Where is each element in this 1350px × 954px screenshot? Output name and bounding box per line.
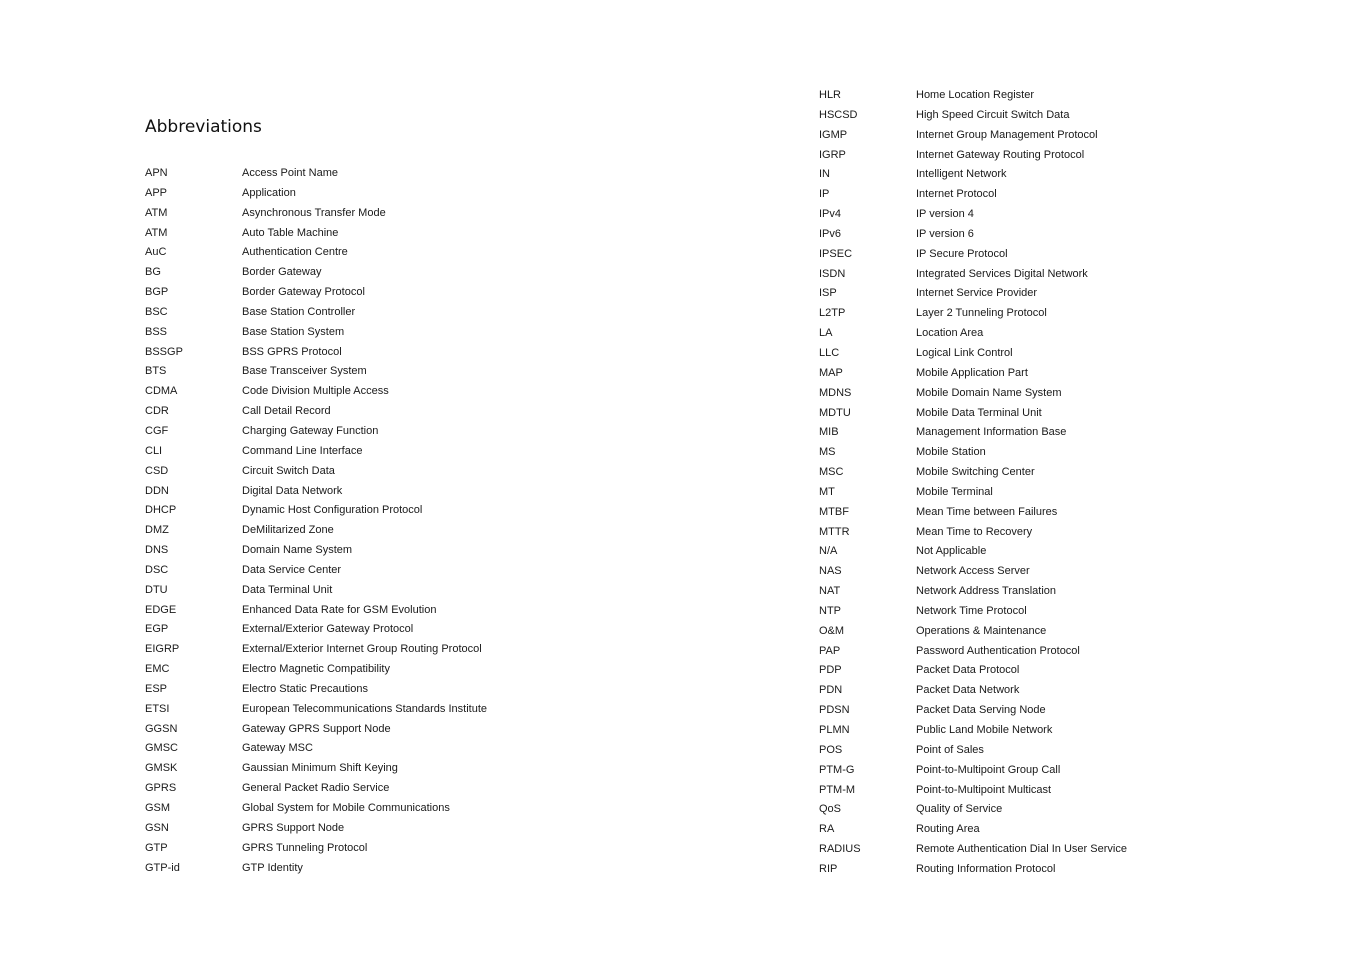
abbreviation-row bbox=[145, 561, 487, 581]
abbreviation-term: NTP bbox=[819, 604, 841, 617]
abbreviation-row bbox=[145, 303, 487, 323]
abbreviation-definition: Point-to-Multipoint Group Call bbox=[916, 763, 1061, 776]
abbreviation-row bbox=[145, 243, 487, 263]
abbreviation-term: EMC bbox=[145, 663, 170, 676]
abbreviation-definition: Circuit Switch Data bbox=[242, 464, 335, 477]
abbreviation-term: IPv6 bbox=[819, 227, 842, 240]
abbreviation-term: DSC bbox=[145, 563, 169, 576]
abbreviation-definition: IP version 6 bbox=[916, 227, 974, 240]
abbreviation-term: MTTR bbox=[819, 525, 850, 538]
abbreviation-row bbox=[819, 364, 1127, 384]
abbreviation-definition: Call Detail Record bbox=[242, 405, 331, 418]
abbreviation-definition: European Telecommunications Standards Institute bbox=[242, 702, 487, 715]
abbreviation-definition: Dynamic Host Configuration Protocol bbox=[242, 504, 423, 517]
abbreviation-definition: Digital Data Network bbox=[242, 484, 343, 497]
abbreviation-term: BSSGP bbox=[145, 345, 183, 358]
abbreviation-definition: Data Service Center bbox=[242, 563, 342, 576]
abbreviation-term: RADIUS bbox=[819, 843, 861, 856]
abbreviation-row bbox=[819, 423, 1127, 443]
abbreviation-row bbox=[145, 839, 487, 859]
abbreviation-term: RIP bbox=[819, 862, 838, 875]
abbreviation-definition: Base Station System bbox=[242, 325, 345, 338]
abbreviation-row bbox=[819, 840, 1127, 860]
abbreviation-row bbox=[819, 225, 1127, 245]
abbreviation-term: IN bbox=[819, 168, 830, 181]
abbreviation-definition: GPRS Tunneling Protocol bbox=[242, 841, 368, 854]
abbreviation-definition: Network Access Server bbox=[916, 565, 1030, 578]
abbreviation-term: GPRS bbox=[145, 782, 177, 795]
abbreviation-definition: Mobile Switching Center bbox=[916, 466, 1035, 479]
abbreviation-definition: Charging Gateway Function bbox=[242, 424, 379, 437]
abbreviation-definition: Home Location Register bbox=[916, 89, 1035, 101]
abbreviation-row bbox=[145, 660, 487, 680]
abbreviation-row bbox=[819, 503, 1127, 523]
abbreviation-term: O&M bbox=[819, 624, 845, 637]
abbreviation-row bbox=[819, 205, 1127, 225]
abbreviation-definition: Internet Protocol bbox=[916, 188, 997, 201]
abbreviation-term: BSS bbox=[145, 325, 168, 338]
abbreviation-row bbox=[819, 781, 1127, 801]
abbreviation-definition: Mobile Domain Name System bbox=[916, 386, 1062, 399]
abbreviation-definition: Layer 2 Tunneling Protocol bbox=[916, 307, 1047, 320]
abbreviation-definition: Network Address Translation bbox=[916, 585, 1057, 598]
abbreviation-term: GMSK bbox=[145, 762, 178, 775]
abbreviation-term: CDR bbox=[145, 405, 169, 418]
abbreviation-definition: Electro Magnetic Compatibility bbox=[242, 663, 390, 676]
abbreviation-row bbox=[145, 799, 487, 819]
abbreviation-row bbox=[819, 602, 1127, 622]
abbreviation-row bbox=[819, 860, 1127, 880]
abbreviation-definition: Authentication Centre bbox=[242, 246, 348, 259]
abbreviation-definition: Internet Gateway Routing Protocol bbox=[916, 148, 1085, 161]
abbreviation-term: DDN bbox=[145, 484, 169, 497]
abbreviation-row bbox=[145, 819, 487, 839]
abbreviation-row bbox=[819, 265, 1127, 285]
abbreviation-row bbox=[145, 601, 487, 621]
abbreviation-term: NAT bbox=[819, 585, 841, 598]
abbreviation-term: IPv4 bbox=[819, 208, 842, 221]
abbreviation-row bbox=[145, 581, 487, 601]
abbreviation-row bbox=[819, 642, 1127, 662]
abbreviation-row bbox=[819, 126, 1127, 146]
abbreviation-term: PTM-M bbox=[819, 783, 856, 796]
abbreviation-term: GTP bbox=[145, 841, 168, 854]
abbreviation-row bbox=[819, 523, 1127, 543]
abbreviation-term: AuC bbox=[145, 246, 167, 259]
abbreviation-row bbox=[145, 482, 487, 502]
abbreviation-definition: Remote Authentication Dial In User Service bbox=[916, 843, 1127, 856]
abbreviation-row bbox=[819, 562, 1127, 582]
abbreviation-term: ATM bbox=[145, 206, 168, 219]
abbreviation-term: BSC bbox=[145, 305, 168, 318]
abbreviation-definition: Packet Data Serving Node bbox=[916, 704, 1046, 717]
abbreviation-list-left bbox=[145, 164, 487, 878]
abbreviation-term: PDP bbox=[819, 664, 842, 677]
abbreviation-term: PTM-G bbox=[819, 763, 855, 776]
abbreviation-term: LLC bbox=[819, 346, 840, 359]
abbreviation-term: MDTU bbox=[819, 406, 851, 419]
abbreviation-row bbox=[819, 721, 1127, 741]
abbreviation-term: ESP bbox=[145, 682, 168, 695]
abbreviation-row bbox=[819, 86, 1127, 106]
abbreviation-definition: General Packet Radio Service bbox=[242, 782, 390, 795]
abbreviation-term: PLMN bbox=[819, 724, 850, 736]
abbreviation-term: DTU bbox=[145, 583, 168, 596]
abbreviation-term: BTS bbox=[145, 365, 167, 378]
abbreviation-definition: Internet Group Management Protocol bbox=[916, 128, 1098, 141]
abbreviation-definition: Quality of Service bbox=[916, 803, 1003, 816]
abbreviation-row bbox=[145, 263, 487, 283]
abbreviation-term: DHCP bbox=[145, 504, 177, 517]
abbreviation-term: APP bbox=[145, 186, 168, 199]
abbreviation-row bbox=[145, 204, 487, 224]
abbreviation-row bbox=[819, 622, 1127, 642]
abbreviation-definition: Border Gateway bbox=[242, 266, 322, 279]
abbreviation-row bbox=[145, 640, 487, 660]
abbreviation-term: GTP-id bbox=[145, 861, 180, 874]
abbreviation-definition: Base Transceiver System bbox=[242, 365, 367, 378]
abbreviation-row bbox=[145, 859, 487, 879]
abbreviation-row bbox=[819, 483, 1127, 503]
abbreviation-term: IGMP bbox=[819, 128, 848, 141]
abbreviation-definition: External/Exterior Gateway Protocol bbox=[242, 623, 414, 636]
abbreviation-term: BGP bbox=[145, 286, 169, 299]
abbreviation-row bbox=[819, 443, 1127, 463]
page-title: Abbreviations bbox=[145, 117, 262, 137]
abbreviation-definition: Point of Sales bbox=[916, 743, 984, 756]
abbreviation-row bbox=[819, 701, 1127, 721]
abbreviation-row bbox=[819, 106, 1127, 126]
abbreviation-term: CDMA bbox=[145, 385, 178, 398]
abbreviation-definition: Gateway GPRS Support Node bbox=[242, 722, 391, 735]
abbreviation-row bbox=[819, 463, 1127, 483]
abbreviation-definition: Public Land Mobile Network bbox=[916, 724, 1053, 736]
abbreviation-definition: IP Secure Protocol bbox=[916, 247, 1008, 260]
abbreviation-term: CSD bbox=[145, 464, 169, 477]
abbreviation-row bbox=[819, 344, 1127, 364]
abbreviation-row bbox=[145, 283, 487, 303]
abbreviation-row bbox=[145, 700, 487, 720]
abbreviation-row bbox=[145, 323, 487, 343]
abbreviation-row bbox=[819, 404, 1127, 424]
abbreviation-definition: Routing Information Protocol bbox=[916, 862, 1056, 875]
abbreviation-term: IP bbox=[819, 188, 830, 201]
abbreviation-definition: Code Division Multiple Access bbox=[242, 385, 389, 398]
abbreviation-definition: IP version 4 bbox=[916, 208, 974, 221]
abbreviation-definition: High Speed Circuit Switch Data bbox=[916, 108, 1070, 121]
abbreviation-row bbox=[145, 362, 487, 382]
abbreviation-definition: Access Point Name bbox=[242, 167, 338, 179]
abbreviation-term: LA bbox=[819, 327, 833, 340]
abbreviation-row bbox=[145, 164, 487, 184]
abbreviation-term: POS bbox=[819, 743, 843, 756]
abbreviation-row bbox=[145, 224, 487, 244]
abbreviation-definition: BSS GPRS Protocol bbox=[242, 345, 342, 358]
abbreviation-row bbox=[819, 800, 1127, 820]
abbreviation-definition: DeMilitarized Zone bbox=[242, 524, 334, 537]
abbreviation-definition: External/Exterior Internet Group Routing Protocol bbox=[242, 643, 482, 656]
abbreviation-term: PAP bbox=[819, 644, 841, 657]
abbreviation-term: EIGRP bbox=[145, 643, 180, 656]
abbreviation-term: MDNS bbox=[819, 386, 852, 399]
abbreviation-definition: Mobile Terminal bbox=[916, 485, 993, 498]
abbreviation-list-right bbox=[819, 86, 1127, 880]
abbreviation-term: APN bbox=[145, 167, 168, 179]
abbreviation-row bbox=[819, 146, 1127, 166]
abbreviation-term: MT bbox=[819, 485, 835, 498]
abbreviation-row bbox=[819, 185, 1127, 205]
abbreviation-row bbox=[819, 741, 1127, 761]
abbreviation-definition: Mobile Data Terminal Unit bbox=[916, 406, 1042, 419]
abbreviation-term: HLR bbox=[819, 89, 842, 101]
abbreviation-term: EDGE bbox=[145, 603, 177, 616]
abbreviation-row bbox=[819, 304, 1127, 324]
abbreviation-definition: Domain Name System bbox=[242, 544, 353, 557]
abbreviation-term: MIB bbox=[819, 426, 839, 439]
abbreviation-row bbox=[145, 343, 487, 363]
abbreviation-row bbox=[819, 582, 1127, 602]
abbreviation-definition: Internet Service Provider bbox=[916, 287, 1038, 300]
abbreviation-term: CLI bbox=[145, 444, 163, 457]
abbreviation-definition: Command Line Interface bbox=[242, 444, 363, 457]
abbreviation-definition: Operations & Maintenance bbox=[916, 624, 1047, 637]
abbreviation-definition: Border Gateway Protocol bbox=[242, 286, 365, 299]
abbreviation-definition: Not Applicable bbox=[916, 545, 987, 558]
abbreviation-definition: Packet Data Network bbox=[916, 684, 1020, 697]
abbreviation-term: GSN bbox=[145, 821, 169, 834]
abbreviation-definition: Enhanced Data Rate for GSM Evolution bbox=[242, 603, 437, 616]
abbreviation-term: IGRP bbox=[819, 148, 846, 161]
abbreviation-term: PDSN bbox=[819, 704, 850, 717]
abbreviation-row bbox=[145, 442, 487, 462]
abbreviation-definition: Logical Link Control bbox=[916, 346, 1013, 359]
abbreviation-term: PDN bbox=[819, 684, 843, 697]
abbreviation-row bbox=[145, 541, 487, 561]
abbreviation-definition: Electro Static Precautions bbox=[242, 682, 368, 695]
abbreviation-term: GSM bbox=[145, 802, 171, 814]
abbreviation-definition: Mean Time to Recovery bbox=[916, 525, 1033, 538]
abbreviation-definition: Asynchronous Transfer Mode bbox=[242, 206, 386, 219]
abbreviation-term: DMZ bbox=[145, 524, 169, 537]
abbreviation-definition: Mean Time between Failures bbox=[916, 505, 1058, 518]
abbreviation-term: QoS bbox=[819, 803, 842, 816]
abbreviation-term: MTBF bbox=[819, 505, 849, 518]
abbreviation-term: ISDN bbox=[819, 267, 846, 280]
abbreviation-definition: Global System for Mobile Communications bbox=[242, 802, 450, 814]
abbreviation-term: GMSC bbox=[145, 742, 178, 755]
abbreviation-definition: Integrated Services Digital Network bbox=[916, 267, 1088, 280]
abbreviation-row bbox=[145, 382, 487, 402]
abbreviation-row bbox=[819, 165, 1127, 185]
abbreviation-row bbox=[145, 462, 487, 482]
abbreviation-term: MS bbox=[819, 446, 836, 459]
abbreviation-row bbox=[145, 521, 487, 541]
abbreviation-row bbox=[145, 422, 487, 442]
abbreviation-row bbox=[145, 739, 487, 759]
abbreviation-row bbox=[145, 680, 487, 700]
abbreviation-row bbox=[145, 184, 487, 204]
abbreviation-definition: GPRS Support Node bbox=[242, 821, 345, 834]
abbreviation-definition: Packet Data Protocol bbox=[916, 664, 1020, 677]
abbreviation-term: L2TP bbox=[819, 307, 846, 320]
abbreviation-term: NAS bbox=[819, 565, 842, 578]
abbreviation-definition: Intelligent Network bbox=[916, 168, 1007, 181]
abbreviation-term: N/A bbox=[819, 545, 838, 558]
abbreviation-row bbox=[819, 384, 1127, 404]
abbreviation-row bbox=[819, 661, 1127, 681]
abbreviation-term: MSC bbox=[819, 466, 844, 479]
abbreviation-row bbox=[819, 761, 1127, 781]
abbreviation-row bbox=[819, 542, 1127, 562]
abbreviation-definition: Auto Table Machine bbox=[242, 226, 339, 239]
abbreviation-definition: Mobile Station bbox=[916, 446, 986, 459]
abbreviation-term: MAP bbox=[819, 366, 843, 379]
abbreviation-row bbox=[145, 501, 487, 521]
abbreviation-row bbox=[819, 681, 1127, 701]
abbreviation-definition: Data Terminal Unit bbox=[242, 583, 333, 596]
abbreviation-term: CGF bbox=[145, 424, 169, 437]
abbreviation-definition: Gateway MSC bbox=[242, 742, 313, 755]
abbreviation-term: HSCSD bbox=[819, 108, 858, 121]
abbreviation-definition: Mobile Application Part bbox=[916, 366, 1028, 379]
abbreviation-row bbox=[145, 720, 487, 740]
abbreviation-row bbox=[819, 284, 1127, 304]
abbreviation-term: ISP bbox=[819, 287, 837, 300]
abbreviation-term: RA bbox=[819, 823, 835, 836]
abbreviation-definition: Management Information Base bbox=[916, 426, 1067, 439]
abbreviation-definition: Network Time Protocol bbox=[916, 604, 1027, 617]
abbreviation-row bbox=[819, 324, 1127, 344]
abbreviation-definition: Application bbox=[242, 186, 296, 199]
abbreviation-definition: Base Station Controller bbox=[242, 305, 356, 318]
abbreviation-definition: Point-to-Multipoint Multicast bbox=[916, 783, 1052, 796]
abbreviation-row bbox=[819, 820, 1127, 840]
abbreviation-definition: Routing Area bbox=[916, 823, 980, 836]
abbreviation-definition: Location Area bbox=[916, 327, 984, 340]
abbreviation-term: DNS bbox=[145, 544, 169, 557]
abbreviation-term: ETSI bbox=[145, 702, 170, 715]
abbreviation-term: IPSEC bbox=[819, 247, 853, 260]
abbreviation-row bbox=[145, 779, 487, 799]
abbreviation-row bbox=[145, 620, 487, 640]
abbreviation-definition: GTP Identity bbox=[242, 861, 303, 874]
abbreviation-term: EGP bbox=[145, 623, 169, 636]
abbreviation-definition: Password Authentication Protocol bbox=[916, 644, 1080, 657]
abbreviation-term: ATM bbox=[145, 226, 168, 239]
abbreviation-term: GGSN bbox=[145, 722, 178, 735]
abbreviation-term: BG bbox=[145, 266, 161, 279]
abbreviation-row bbox=[145, 759, 487, 779]
abbreviation-row bbox=[819, 245, 1127, 265]
abbreviation-row bbox=[145, 402, 487, 422]
abbreviation-definition: Gaussian Minimum Shift Keying bbox=[242, 762, 398, 775]
